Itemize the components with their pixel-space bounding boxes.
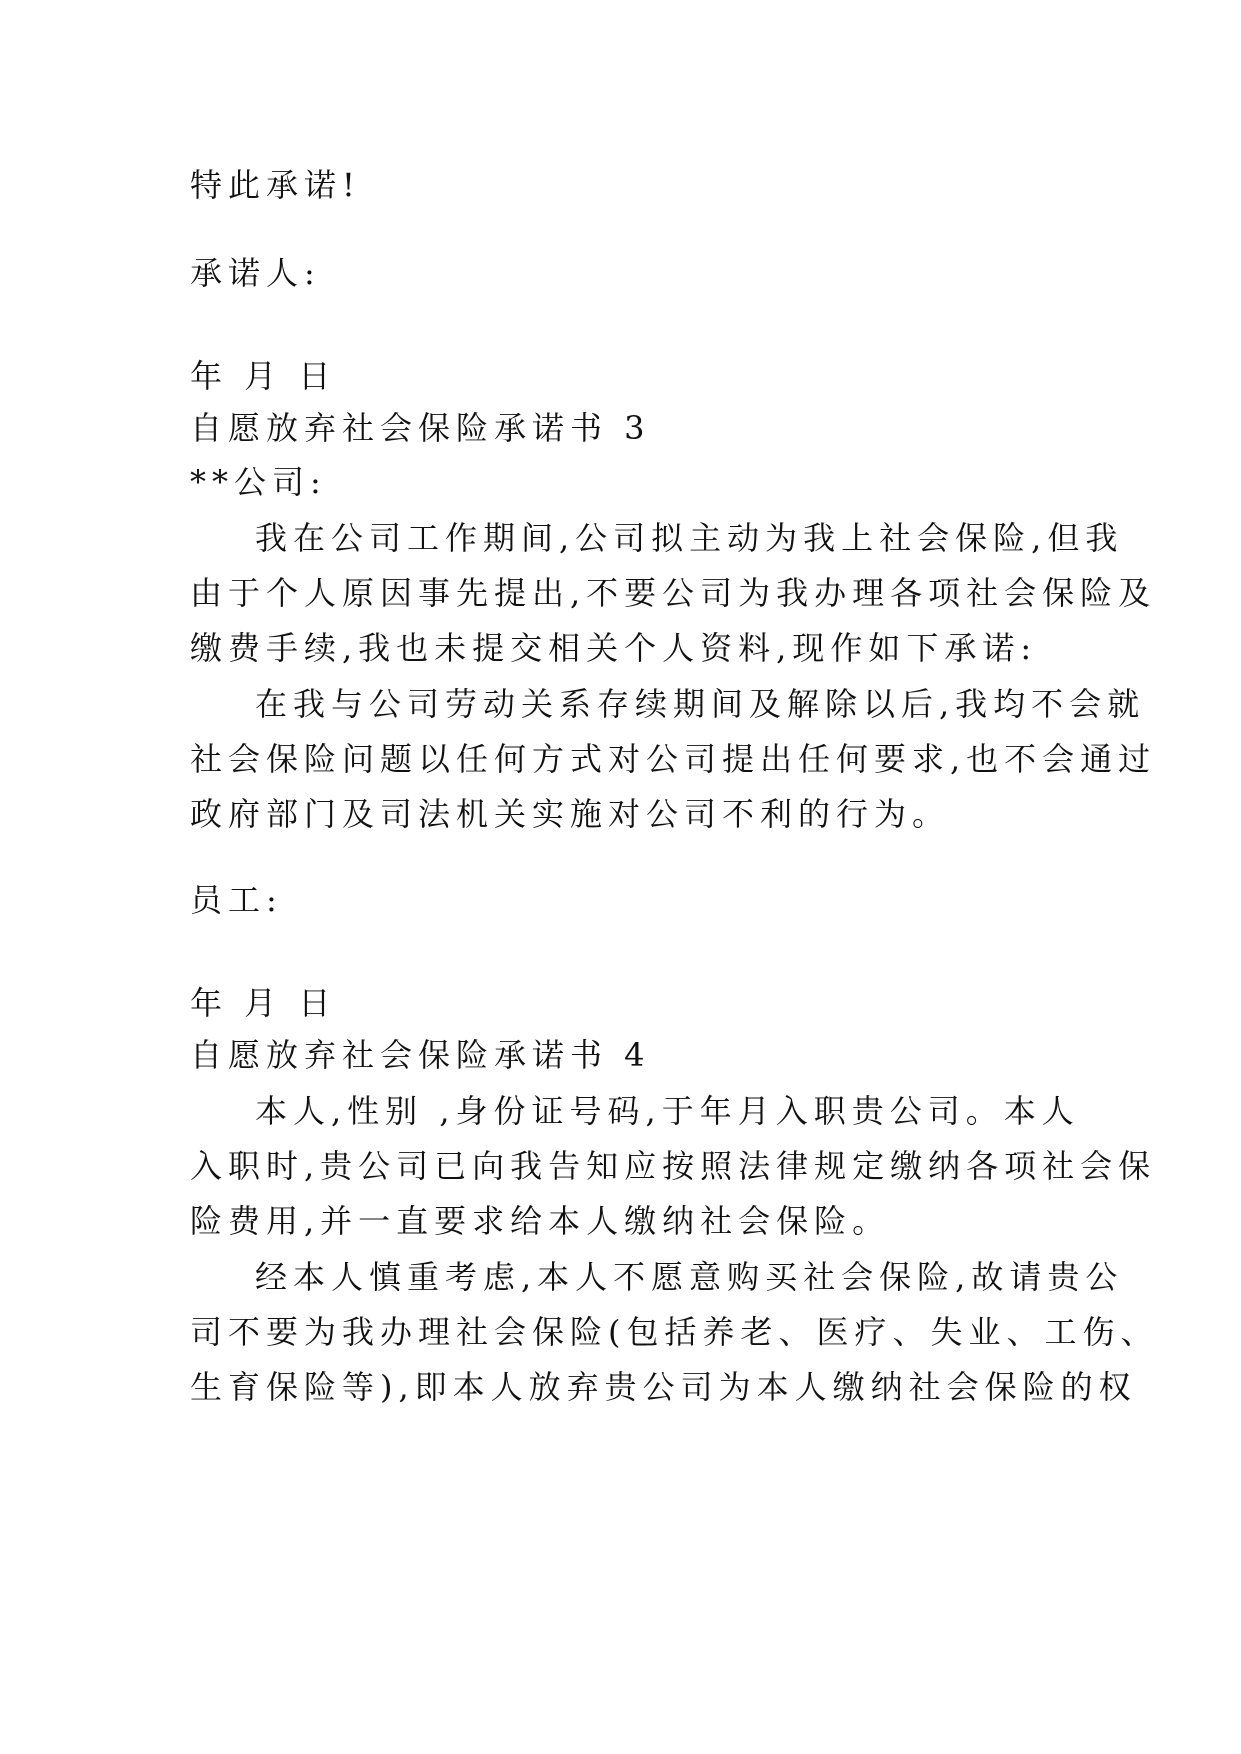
paragraph-line: 入职时,贵公司已向我告知应按照法律规定缴纳各项社会保	[190, 1147, 1157, 1185]
paragraph-line: 我在公司工作期间,公司拟主动为我上社会保险,但我	[255, 519, 1124, 557]
paragraph-line: 缴费手续,我也未提交相关个人资料,现作如下承诺:	[190, 629, 1038, 667]
paragraph-line: 险费用,并一直要求给本人缴纳社会保险。	[190, 1202, 891, 1240]
date-line: 年 月 日	[190, 984, 337, 1022]
paragraph-line: 社会保险问题以任何方式对公司提出任何要求,也不会通过	[190, 740, 1157, 778]
addressee: **公司:	[190, 463, 327, 501]
paragraph-line: 经本人慎重考虑,本人不愿意购买社会保险,故请贵公	[255, 1258, 1124, 1296]
date-line: 年 月 日	[190, 357, 337, 395]
closing-statement: 特此承诺!	[190, 166, 361, 204]
paragraph-line: 司不要为我办理社会保险(包括养老、医疗、失业、工伤、	[190, 1313, 1159, 1351]
employee-label: 员工:	[190, 881, 283, 919]
paragraph-line: 本人,性别 ,身份证号码,于年月入职贵公司。本人	[255, 1092, 1080, 1130]
paragraph-line: 由于个人原因事先提出,不要公司为我办理各项社会保险及	[190, 574, 1157, 612]
section-title: 自愿放弃社会保险承诺书 3	[190, 409, 651, 447]
paragraph-line: 生育保险等),即本人放弃贵公司为本人缴纳社会保险的权	[190, 1368, 1137, 1406]
section-title: 自愿放弃社会保险承诺书 4	[190, 1036, 651, 1074]
paragraph-line: 政府部门及司法机关实施对公司不利的行为。	[190, 795, 951, 833]
promisor-label: 承诺人:	[190, 254, 321, 292]
paragraph-line: 在我与公司劳动关系存续期间及解除以后,我均不会就	[255, 685, 1146, 723]
